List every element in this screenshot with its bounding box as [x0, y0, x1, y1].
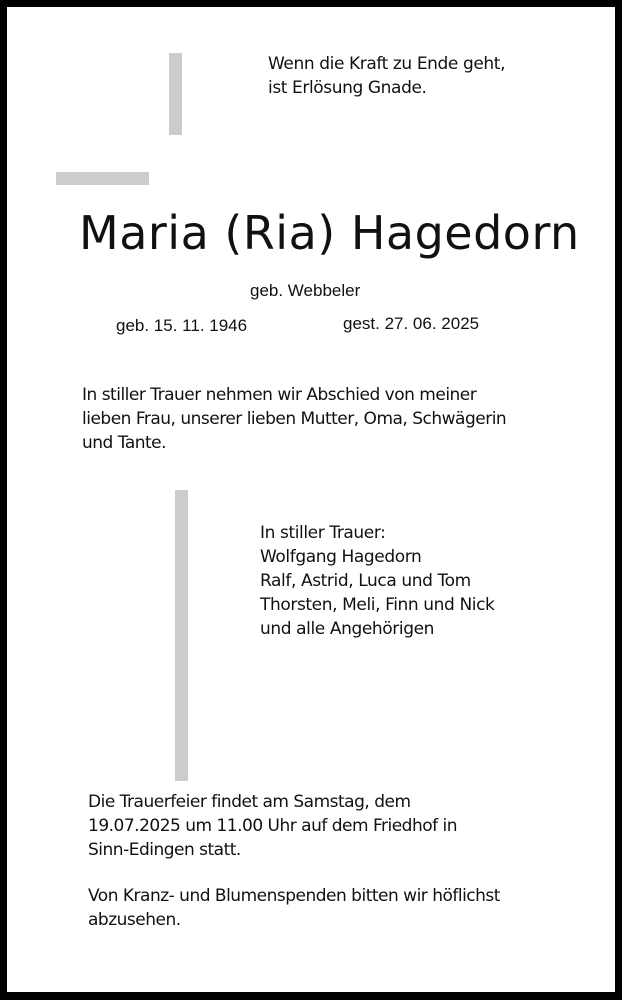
mourner-line: Wolfgang Hagedorn	[260, 547, 422, 567]
ceremony-info	[88, 790, 457, 862]
mourners-list	[260, 521, 495, 641]
ceremony-line: Sinn-Edingen statt.	[88, 840, 241, 860]
closing-line: abzusehen.	[88, 910, 181, 930]
closing-note	[88, 884, 500, 932]
obituary-notice	[7, 7, 615, 992]
quote-line: ist Erlösung Gnade.	[268, 78, 427, 98]
birth-date: geb. 15. 11. 1946	[116, 316, 248, 335]
intro-line: lieben Frau, unserer lieben Mutter, Oma, Schwägerin	[82, 409, 507, 429]
decorative-horizontal-bar	[56, 172, 149, 185]
mourner-line: Thorsten, Meli, Finn und Nick	[260, 595, 495, 615]
death-date: gest. 27. 06. 2025	[343, 314, 480, 333]
intro-text	[82, 383, 506, 455]
decorative-vertical-bar-bottom	[175, 490, 188, 781]
quote	[268, 52, 505, 100]
quote-line: Wenn die Kraft zu Ende geht,	[268, 54, 506, 74]
deceased-name: Maria (Ria) Hagedorn	[79, 206, 580, 260]
intro-line: und Tante.	[82, 433, 167, 453]
mourner-line: In stiller Trauer:	[260, 523, 386, 543]
maiden-name: geb. Webbeler	[250, 281, 361, 300]
intro-line: In stiller Trauer nehmen wir Abschied von meiner	[82, 385, 477, 405]
mourner-line: Ralf, Astrid, Luca und Tom	[260, 571, 471, 591]
ceremony-line: 19.07.2025 um 11.00 Uhr auf dem Friedhof in	[88, 816, 458, 836]
ceremony-line: Die Trauerfeier findet am Samstag, dem	[88, 792, 411, 812]
closing-line: Von Kranz- und Blumenspenden bitten wir höflichst	[88, 886, 500, 906]
mourner-line: und alle Angehörigen	[260, 619, 435, 639]
decorative-vertical-bar-top	[169, 53, 182, 135]
